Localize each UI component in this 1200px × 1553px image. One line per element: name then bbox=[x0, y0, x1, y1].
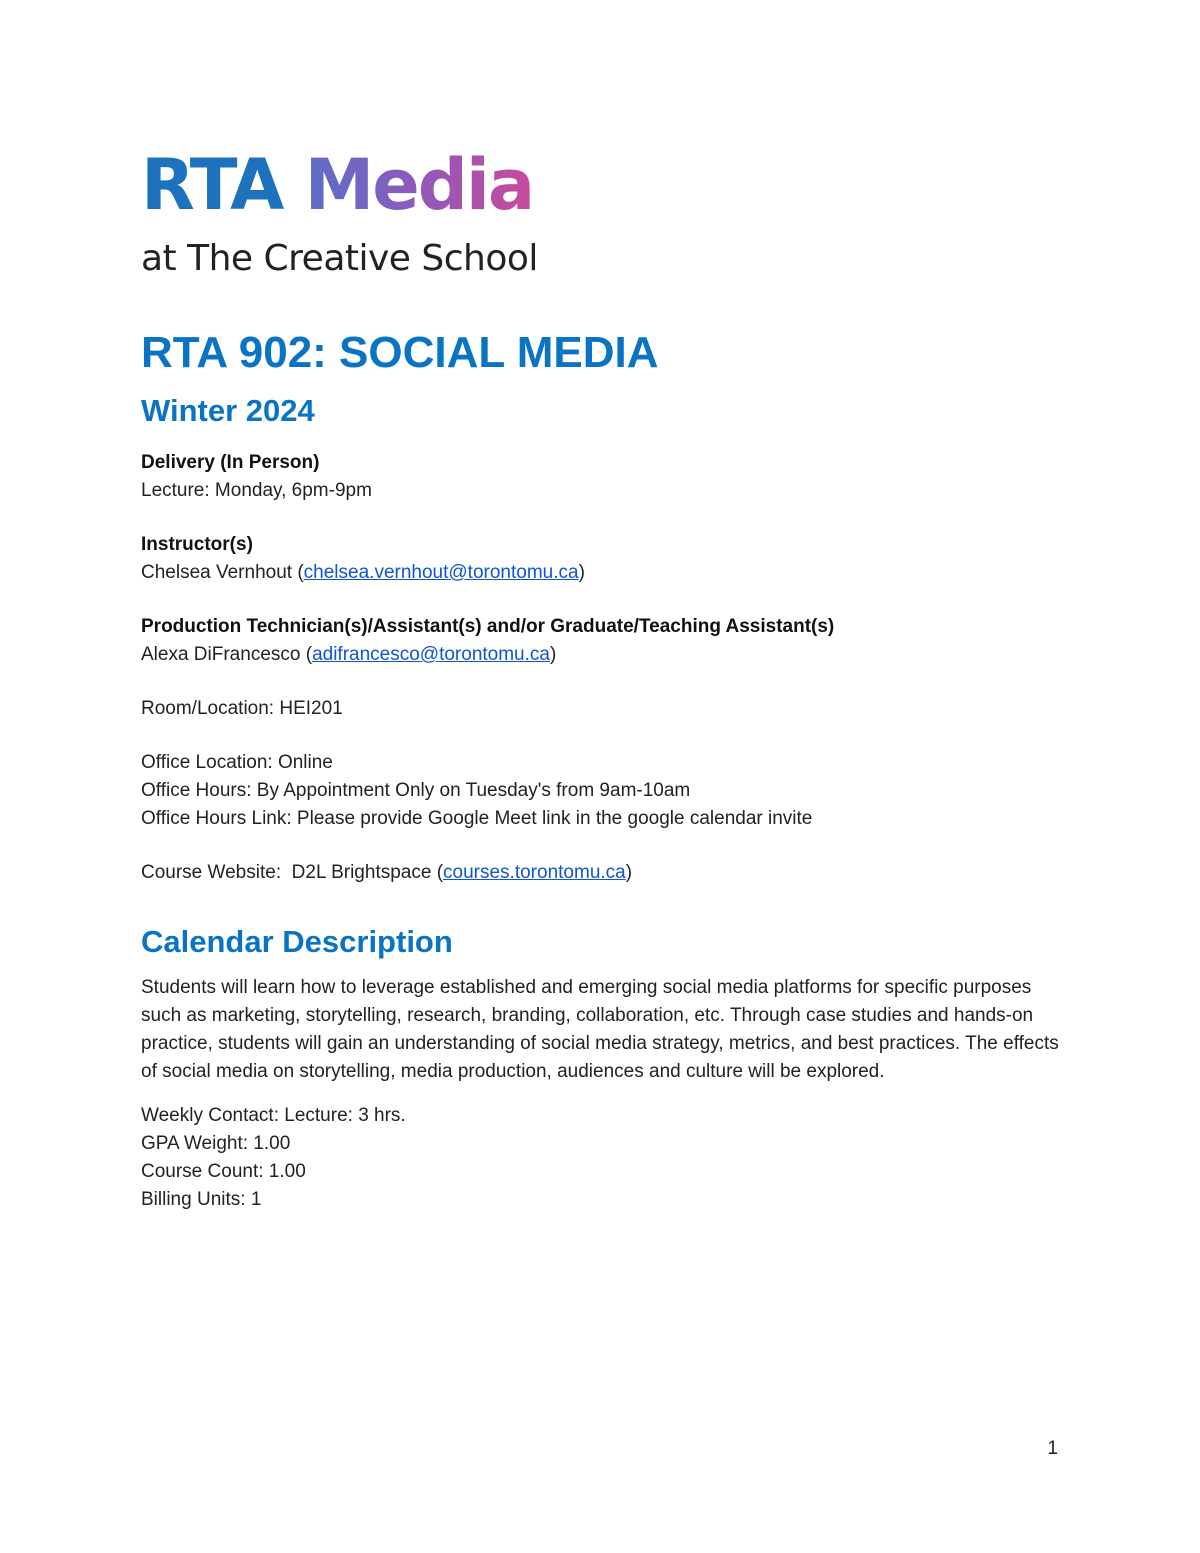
website-section bbox=[141, 859, 1081, 887]
delivery-label: Delivery (In Person) bbox=[141, 451, 320, 473]
logo-media-text: Media bbox=[304, 144, 534, 226]
delivery-section bbox=[141, 449, 1081, 505]
office-section bbox=[141, 749, 1081, 833]
lecture-time: Lecture: Monday, 6pm-9pm bbox=[141, 479, 372, 501]
course-website-prefix: Course Website: D2L Brightspace ( bbox=[141, 861, 444, 883]
course-count: Course Count: 1.00 bbox=[141, 1161, 306, 1183]
assistant-email-link[interactable]: adifrancesco@torontomu.ca bbox=[312, 643, 550, 665]
assistant-label: Production Technician(s)/Assistant(s) and/or Graduate/Teaching Assistant(s) bbox=[141, 615, 835, 637]
assistant-name: Alexa DiFrancesco ( bbox=[141, 643, 313, 665]
gpa-weight: GPA Weight: 1.00 bbox=[141, 1133, 291, 1155]
instructor-close-paren: ) bbox=[578, 561, 585, 583]
rta-media-logo bbox=[141, 144, 1081, 279]
instructor-section bbox=[141, 531, 1081, 587]
weekly-contact: Weekly Contact: Lecture: 3 hrs. bbox=[141, 1105, 406, 1127]
assistant-close-paren: ) bbox=[549, 643, 557, 665]
room-section bbox=[141, 695, 1081, 723]
course-website-close-paren: ) bbox=[625, 861, 633, 883]
course-term: Winter 2024 bbox=[141, 392, 315, 428]
assistant-line bbox=[141, 641, 1081, 669]
calendar-description-heading: Calendar Description bbox=[141, 923, 453, 959]
office-hours-link: Office Hours Link: Please provide Google Meet link in the google calendar invite bbox=[141, 807, 813, 829]
instructor-label: Instructor(s) bbox=[141, 533, 253, 555]
office-location: Office Location: Online bbox=[141, 751, 333, 773]
calendar-description-text: Students will learn how to leverage established and emerging social media platforms for specific purposes such as marketing, storytelling, research, branding, collaboration, etc. Through case studies and hands-on practice, students will gain an understanding of social media strategy, metrics, and best practices. The effects of social media on storytelling, media production, audiences and culture will be explored. bbox=[141, 977, 1059, 1083]
instructor-email-link[interactable]: chelsea.vernhout@torontomu.ca bbox=[303, 561, 579, 583]
course-facts bbox=[141, 1102, 1081, 1214]
course-title: RTA 902: SOCIAL MEDIA bbox=[141, 328, 659, 377]
office-hours: Office Hours: By Appointment Only on Tuesday's from 9am-10am bbox=[141, 779, 691, 801]
room-location: Room/Location: HEI201 bbox=[141, 697, 343, 719]
document-page bbox=[141, 144, 1081, 1214]
instructor-name: Chelsea Vernhout ( bbox=[141, 561, 304, 583]
course-website-line bbox=[141, 859, 1081, 887]
logo-rta-text: RTA bbox=[141, 144, 283, 226]
logo-wordmark bbox=[141, 144, 1081, 226]
logo-subtitle: at The Creative School bbox=[141, 238, 538, 279]
billing-units: Billing Units: 1 bbox=[141, 1189, 262, 1211]
page-number: 1 bbox=[1047, 1438, 1058, 1459]
assistant-section bbox=[141, 613, 1081, 669]
course-website-link[interactable]: courses.torontomu.ca bbox=[443, 861, 626, 883]
instructor-line bbox=[141, 559, 1081, 587]
